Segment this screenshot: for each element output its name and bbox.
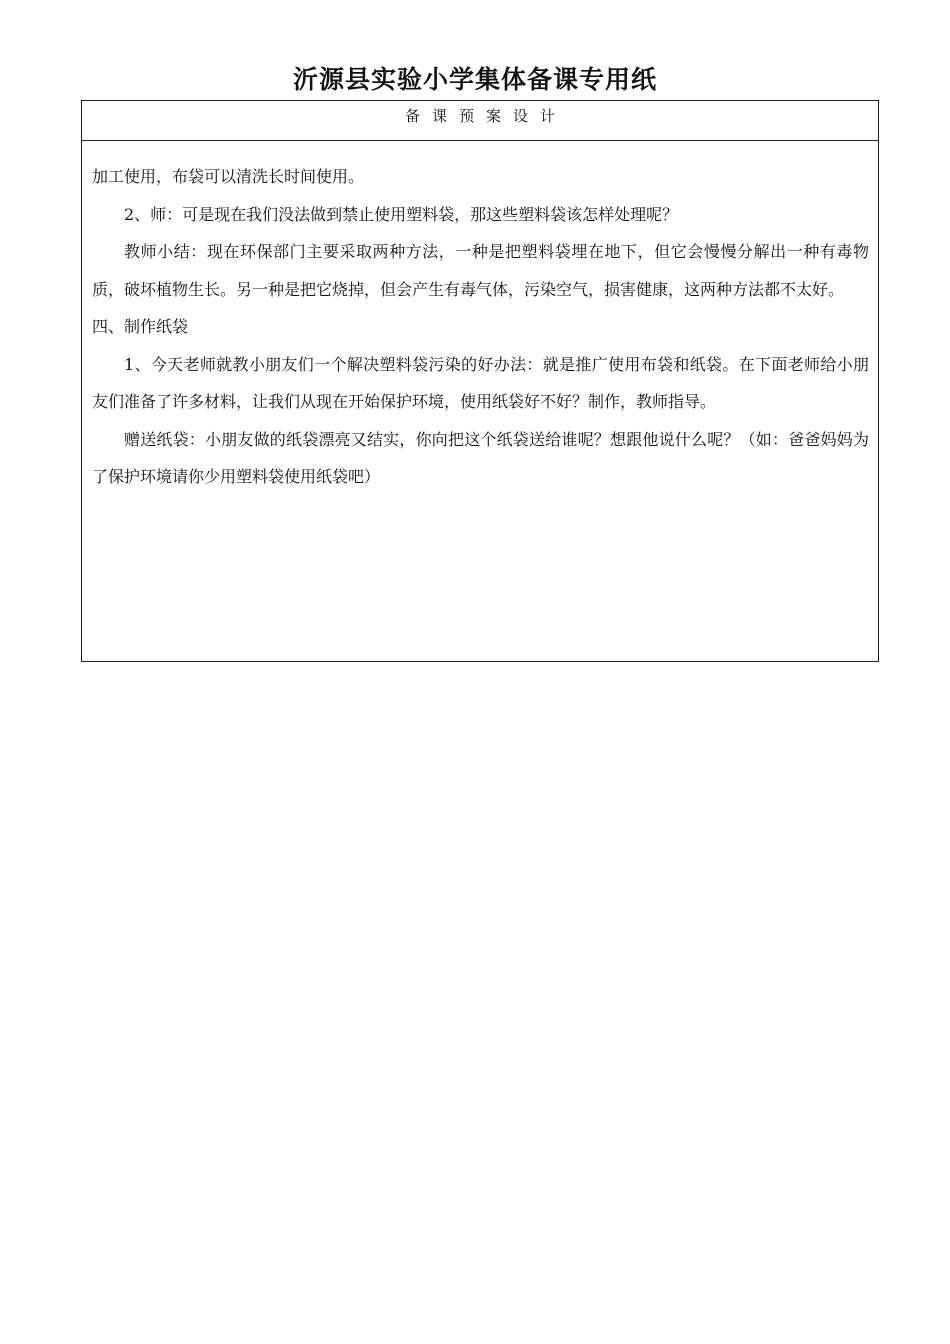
page-title: 沂源县实验小学集体备课专用纸 — [292, 65, 657, 94]
paragraph-question: 2、师：可是现在我们没法做到禁止使用塑料袋，那这些塑料袋该怎样处理呢？ — [124, 204, 679, 224]
paragraph-activity: 1、今天老师就教小朋友们一个解决塑料袋污染的好办法：就是推广使用布袋和纸袋。在下面老师给小朋友们准备了许多材料，让我们从现在开始保护环境，使用纸袋好不好？制作，教师指导。 — [92, 354, 869, 411]
lesson-plan-table — [81, 100, 879, 662]
table-header: 备课预案设计 — [82, 101, 878, 141]
section-heading-make-paper-bag: 四、制作纸袋 — [92, 317, 189, 336]
table-body — [82, 141, 878, 496]
paragraph-continuation: 加工使用，布袋可以清洗长时间使用。 — [92, 167, 365, 186]
paragraph-gift: 赠送纸袋：小朋友做的纸袋漂亮又结实，你向把这个纸袋送给谁呢？想跟他说什么呢？（如：爸爸妈妈为了保护环境请你少用塑料袋使用纸袋吧） — [92, 429, 869, 486]
paragraph-teacher-summary: 教师小结：现在环保部门主要采取两种方法，一种是把塑料袋埋在地下，但它会慢慢分解出一种有毒物质，破坏植物生长。另一种是把它烧掉，但会产生有毒气体，污染空气，损害健康，这两种方法都不太好。 — [92, 242, 869, 299]
